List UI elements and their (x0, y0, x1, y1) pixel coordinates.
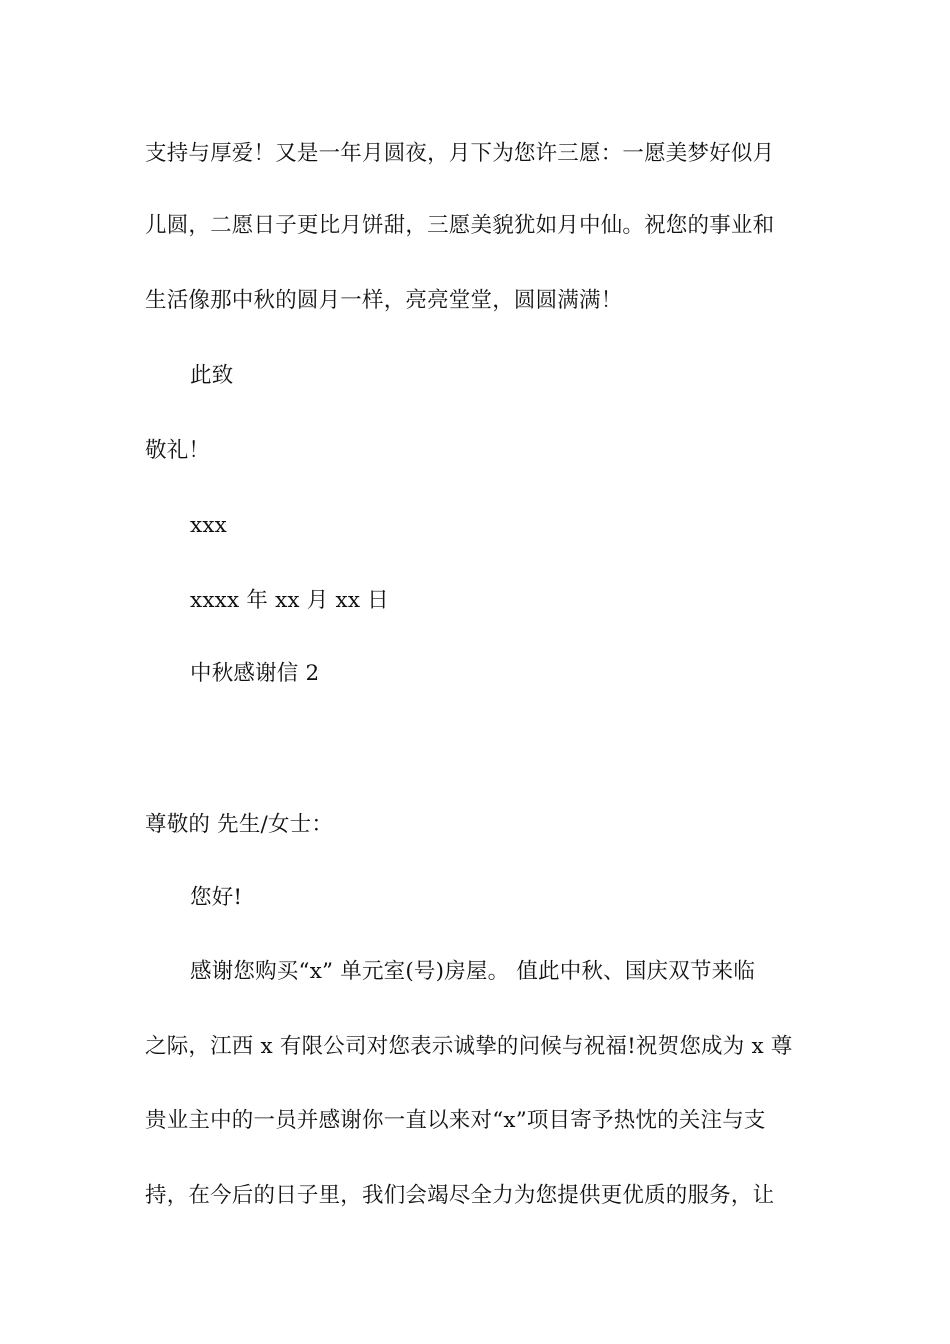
paragraph-line: 感谢您购买“x” 单元室(号)房屋。 值此中秋、国庆双节来临 (190, 959, 756, 984)
paragraph-line: 持，在今后的日子里，我们会竭尽全力为您提供更优质的服务，让 (145, 1183, 775, 1208)
paragraph-line: 支持与厚爱！又是一年月圆夜，月下为您许三愿：一愿美梦好似月 (145, 141, 775, 166)
closing-regards: 敬礼！ (145, 438, 211, 463)
paragraph-line: 生活像那中秋的圆月一样，亮亮堂堂，圆圆满满！ (145, 288, 623, 313)
date: xxxx 年 xx 月 xx 日 (190, 588, 389, 613)
paragraph-line: 儿圆，二愿日子更比月饼甜，三愿美貌犹如月中仙。祝您的事业和 (145, 213, 775, 238)
salutation: 尊敬的 先生/女士： (145, 812, 334, 837)
letter-title: 中秋感谢信 2 (190, 661, 320, 686)
greeting: 您好! (190, 885, 243, 910)
signature: xxx (190, 513, 227, 538)
closing-line: 此致 (190, 363, 234, 388)
paragraph-line: 之际，江西 x 有限公司对您表示诚挚的问候与祝福!祝贺您成为 x 尊 (145, 1034, 793, 1059)
paragraph-line: 贵业主中的一员并感谢你一直以来对“x”项目寄予热忱的关注与支 (145, 1108, 766, 1133)
